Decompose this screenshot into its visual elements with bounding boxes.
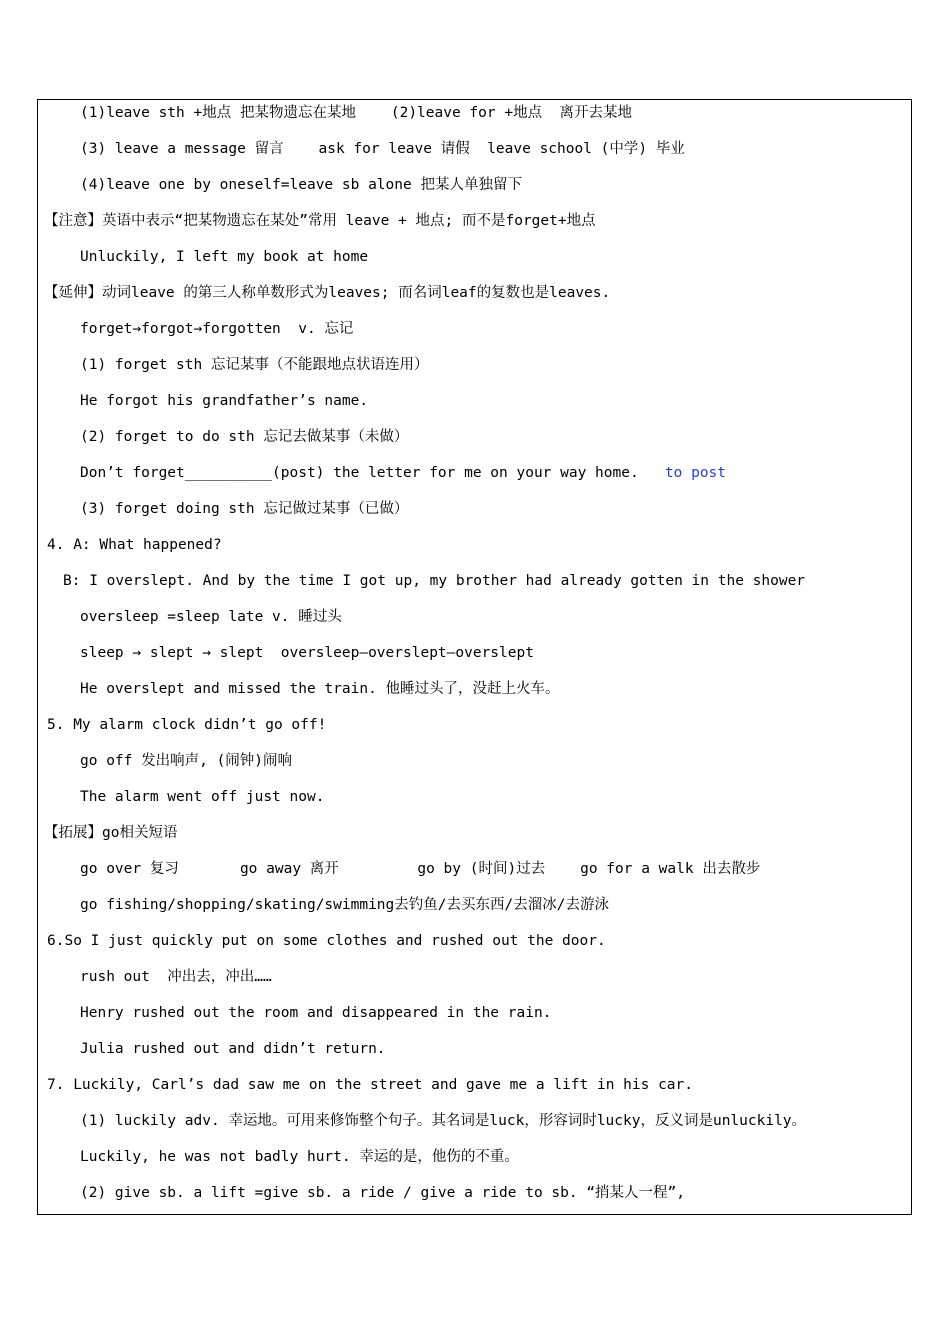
text-line: (1) luckily adv. 幸运地。可用来修饰整个句子。其名词是luck，形容词时lucky，反义词是unluckily。 xyxy=(80,1113,807,1129)
text-line: rush out 冲出去，冲出…… xyxy=(80,969,272,985)
text-line: 6.So I just quickly put on some clothes and rushed out the door. xyxy=(47,933,606,949)
text-line: forget→forgot→forgotten v. 忘记 xyxy=(80,321,354,337)
text-line: 7. Luckily, Carl’s dad saw me on the street and gave me a lift in his car. xyxy=(47,1077,694,1093)
text-line: go fishing/shopping/skating/swimming去钓鱼/去买东西/去溜冰/去游泳 xyxy=(80,897,609,913)
text-line: Luckily, he was not badly hurt. 幸运的是，他伤的不重。 xyxy=(80,1149,519,1165)
text-line: 【延伸】动词leave 的第三人称单数形式为leaves; 而名词leaf的复数也是leaves. xyxy=(44,285,611,301)
text-line: (3) forget doing sth 忘记做过某事（已做） xyxy=(80,501,409,517)
text-line: (1) forget sth 忘记某事（不能跟地点状语连用） xyxy=(80,357,429,373)
text-line: go off 发出响声, (闹钟)闹响 xyxy=(80,753,293,769)
text-line: go over 复习 go away 离开 go by (时间)过去 go for a walk 出去散步 xyxy=(80,861,761,877)
text-line: (4)leave one by oneself=leave sb alone 把某人单独留下 xyxy=(80,177,522,193)
text-line: (2) give sb. a lift =give sb. a ride / give a ride to sb. “捎某人一程”, xyxy=(80,1185,686,1201)
text-line: Julia rushed out and didn’t return. xyxy=(80,1041,386,1057)
text-line: Henry rushed out the room and disappeared in the rain. xyxy=(80,1005,552,1021)
text-line: The alarm went off just now. xyxy=(80,789,325,805)
text-line: (3) leave a message 留言 ask for leave 请假 leave school (中学) 毕业 xyxy=(80,141,685,157)
text-line: B: I overslept. And by the time I got up, my brother had already gotten in the shower xyxy=(63,573,806,589)
text-line: 【注意】英语中表示“把某物遗忘在某处”常用 leave + 地点; 而不是forget+地点 xyxy=(44,213,596,229)
text-line: Unluckily, I left my book at home xyxy=(80,249,369,265)
text-line: He forgot his grandfather’s name. xyxy=(80,393,369,409)
text-line: 4. A: What happened? xyxy=(47,537,222,553)
text-line: oversleep =sleep late v. 睡过头 xyxy=(80,609,342,625)
text-line: (1)leave sth +地点 把某物遗忘在某地 (2)leave for +地点 离开去某地 xyxy=(80,105,633,121)
exercise-sentence: Don’t forget__________(post) the letter for me on your way home. xyxy=(80,465,639,481)
notes-frame xyxy=(37,99,912,1215)
text-line: sleep → slept → slept oversleep—overslept—overslept xyxy=(80,645,534,661)
text-line: He overslept and missed the train. 他睡过头了，没赶上火车。 xyxy=(80,681,560,697)
text-line xyxy=(80,463,726,483)
text-line: 5. My alarm clock didn’t go off! xyxy=(47,717,327,733)
exercise-answer: to post xyxy=(664,465,727,481)
text-line: 【拓展】go相关短语 xyxy=(44,825,178,841)
text-line: (2) forget to do sth 忘记去做某事（未做） xyxy=(80,429,409,445)
